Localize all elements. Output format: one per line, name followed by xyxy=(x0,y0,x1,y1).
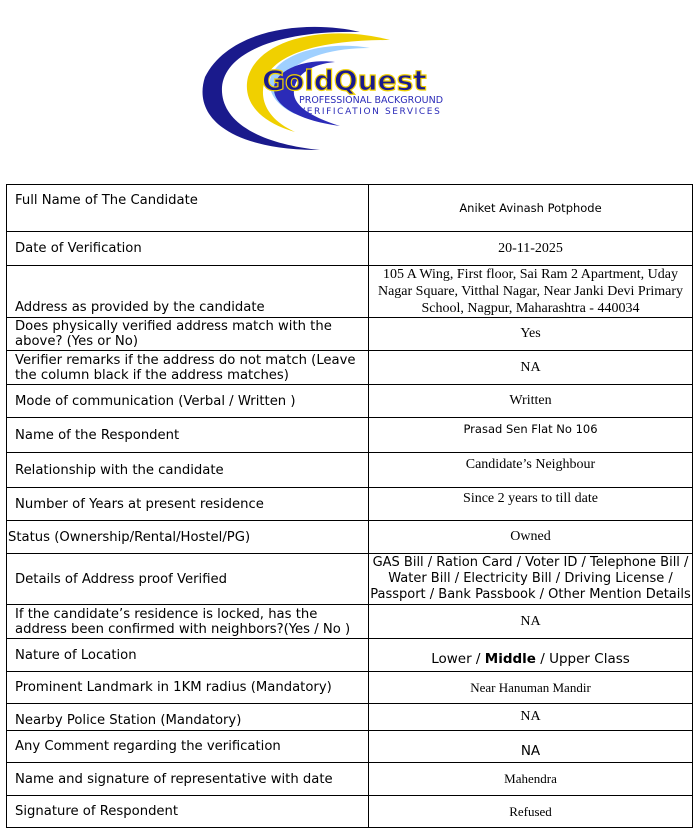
row-value: Written xyxy=(369,385,693,418)
table-row xyxy=(7,385,693,418)
table-row xyxy=(7,554,693,605)
row-label: Status (Ownership/Rental/Hostel/PG) xyxy=(7,521,369,554)
table-row xyxy=(7,266,693,318)
row-label: Does physically verified address match with the above? (Yes or No) xyxy=(7,318,369,351)
table-row xyxy=(7,418,693,453)
location-option-middle: Middle xyxy=(484,651,536,667)
table-row xyxy=(7,318,693,351)
row-value: NA xyxy=(369,605,693,639)
table-row xyxy=(7,453,693,488)
table-row xyxy=(7,639,693,672)
row-label: Nature of Location xyxy=(7,639,369,672)
row-label: Date of Verification xyxy=(7,232,369,266)
table-row xyxy=(7,672,693,704)
row-value: Owned xyxy=(369,521,693,554)
row-label: Prominent Landmark in 1KM radius (Mandatory) xyxy=(7,672,369,704)
row-label: Verifier remarks if the address do not match (Leave the column black if the address matches) xyxy=(7,351,369,385)
logo-tagline-1: PROFESSIONAL BACKGROUND xyxy=(299,95,444,106)
row-label: Details of Address proof Verified xyxy=(7,554,369,605)
row-value: NA xyxy=(369,731,693,763)
row-value: NA xyxy=(369,704,693,731)
row-label: Address as provided by the candidate xyxy=(7,266,369,318)
logo-wordmark: GoldQuest xyxy=(262,64,427,97)
row-value: GAS Bill / Ration Card / Voter ID / Telephone Bill / Water Bill / Electricity Bill / Driving License / Passport / Bank Passbook / Other Mention Details xyxy=(369,554,693,605)
table-row xyxy=(7,763,693,796)
table-row xyxy=(7,731,693,763)
row-value xyxy=(369,639,693,672)
goldquest-logo xyxy=(200,22,502,152)
table-row xyxy=(7,185,693,232)
verification-form-table xyxy=(6,184,693,828)
location-option-upper: / Upper Class xyxy=(540,651,630,667)
row-label: Mode of communication (Verbal / Written ) xyxy=(7,385,369,418)
row-value: NA xyxy=(369,351,693,385)
table-row xyxy=(7,521,693,554)
table-row xyxy=(7,704,693,731)
row-value: Prasad Sen Flat No 106 xyxy=(369,418,693,453)
row-value: Near Hanuman Mandir xyxy=(369,672,693,704)
row-value: Since 2 years to till date xyxy=(369,488,693,521)
row-value: Aniket Avinash Potphode xyxy=(369,185,693,232)
table-row xyxy=(7,351,693,385)
table-row xyxy=(7,232,693,266)
row-label: Name of the Respondent xyxy=(7,418,369,453)
logo-tagline-2: VERIFICATION SERVICES xyxy=(299,107,442,117)
row-label: Full Name of The Candidate xyxy=(7,185,369,232)
row-value: 20-11-2025 xyxy=(369,232,693,266)
row-value: Yes xyxy=(369,318,693,351)
row-label: Signature of Respondent xyxy=(7,796,369,828)
row-label: Nearby Police Station (Mandatory) xyxy=(7,704,369,731)
row-value: Candidate’s Neighbour xyxy=(369,453,693,488)
row-label: Name and signature of representative with date xyxy=(7,763,369,796)
table-row xyxy=(7,488,693,521)
row-label: If the candidate’s residence is locked, has the address been confirmed with neighbors?(Yes / No ) xyxy=(7,605,369,639)
table-row xyxy=(7,796,693,828)
row-label: Number of Years at present residence xyxy=(7,488,369,521)
row-value: Mahendra xyxy=(369,763,693,796)
location-option-lower: Lower / xyxy=(431,651,481,667)
row-value: Refused xyxy=(369,796,693,828)
table-row xyxy=(7,605,693,639)
row-label: Relationship with the candidate xyxy=(7,453,369,488)
row-value: 105 A Wing, First floor, Sai Ram 2 Apartment, Uday Nagar Square, Vitthal Nagar, Near Janki Devi Primary School, Nagpur, Maharashtra - 440034 xyxy=(369,266,693,318)
row-label: Any Comment regarding the verification xyxy=(7,731,369,763)
